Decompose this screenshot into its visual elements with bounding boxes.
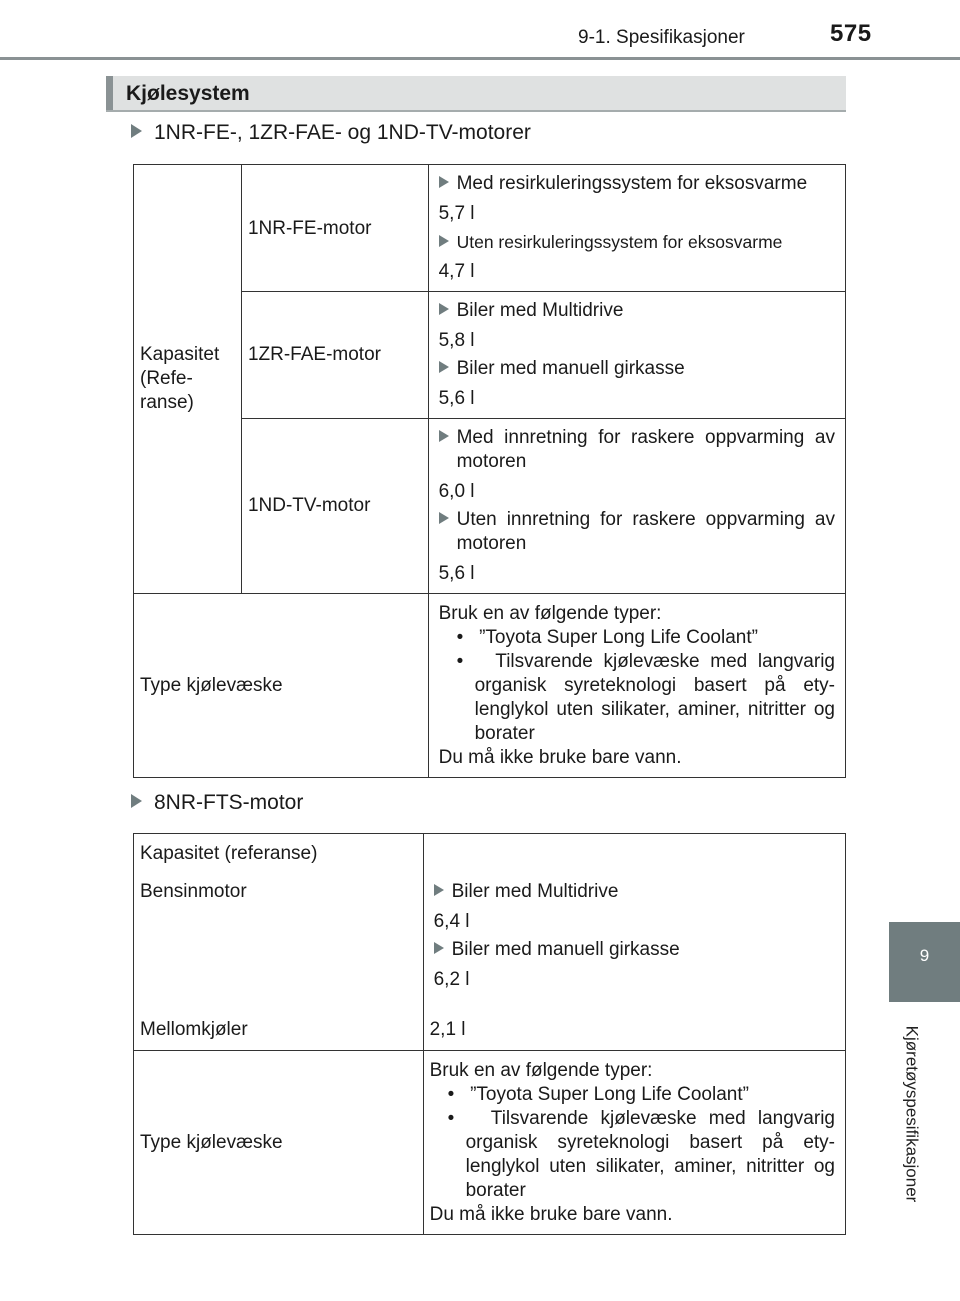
coolant-type-label: Type kjølevæske [140, 674, 283, 696]
option-value: 6,2 l [433, 969, 470, 990]
coolant-note: Du må ikke bruke bare vann. [429, 1203, 673, 1225]
engine-name-cell [241, 419, 428, 594]
option-value: 6,4 l [433, 911, 470, 932]
coolant-type-cell [428, 594, 845, 778]
coolant-note: Du må ikke bruke bare vann. [438, 746, 682, 768]
coolant-type-label: Type kjølevæske [140, 1131, 283, 1153]
intercooler-label: Mellomkjøler [140, 1019, 248, 1040]
capacity-labels-cell [134, 834, 424, 1051]
coolant-type-label-cell [134, 1051, 424, 1235]
section-title: Kjølesystem [126, 82, 250, 105]
engine-options-cell [428, 419, 845, 594]
list-item: • ”Toyota Super Long Life Coolant” [456, 626, 758, 648]
engine-options-cell [428, 165, 845, 292]
triangle-bullet-icon [439, 512, 449, 524]
option-label: Biler med Multidrive [434, 880, 835, 904]
option-value: 5,7 l [438, 203, 475, 224]
table-row [134, 834, 846, 1051]
coolant-type-label-cell [134, 594, 429, 778]
capacity-label-cell [134, 165, 242, 594]
option-label: Med resirkuleringssystem for eksosvarme [439, 172, 835, 196]
triangle-bullet-icon [131, 794, 142, 808]
option-label: Uten innretning for raskere oppvarming av motoren [439, 508, 835, 556]
list-item: • Tilsvarende kjølevæske med langvarig organisk syreteknologi basert på ety- lenglykol uten silikater, aminer, nitritter og borater [456, 650, 835, 744]
option-value: 6,0 l [438, 481, 475, 502]
capacity-label: Kapasitet (referanse) [140, 843, 318, 864]
coolant-table-2 [133, 833, 846, 1235]
triangle-bullet-icon [131, 124, 142, 138]
header-divider [0, 57, 960, 60]
page-number: 575 [830, 20, 872, 47]
triangle-bullet-icon [434, 942, 444, 954]
table-row [134, 594, 846, 778]
table2-heading [131, 791, 303, 815]
coolant-table-1 [133, 164, 846, 778]
capacity-label: Kapasitet (Refe- ranse) [140, 344, 220, 413]
option-label: Biler med manuell girkasse [439, 357, 835, 381]
option-value: 5,8 l [438, 330, 475, 351]
intercooler-value: 2,1 l [429, 1019, 466, 1040]
engine-options-cell [428, 292, 845, 419]
table1-heading [131, 121, 531, 145]
option-label: Biler med manuell girkasse [434, 938, 835, 962]
chapter-tab-label-text: Kjøretøyspesifikasjoner [902, 1025, 922, 1203]
triangle-bullet-icon [439, 235, 449, 247]
triangle-bullet-icon [434, 884, 444, 896]
triangle-bullet-icon [439, 361, 449, 373]
engine-name: 1NR-FE-motor [247, 218, 372, 239]
table-row [134, 165, 846, 292]
option-label: Med innretning for raskere oppvarming av motoren [439, 426, 835, 474]
list-item: • Tilsvarende kjølevæske med langvarig organisk syreteknologi basert på ety- lenglykol uten silikater, aminer, nitritter og borater [447, 1107, 835, 1201]
capacity-values-cell [423, 834, 845, 1051]
section-title-bar [106, 76, 846, 110]
table1-heading-text: 1NR-FE-, 1ZR-FAE- og 1ND-TV-motorer [154, 121, 531, 144]
engine-name-cell [241, 292, 428, 419]
petrol-engine-label: Bensinmotor [140, 881, 247, 902]
triangle-bullet-icon [439, 303, 449, 315]
chapter-tab-number: 9 [889, 922, 960, 1002]
table2-heading-text: 8NR-FTS-motor [154, 791, 304, 814]
engine-name: 1ND-TV-motor [247, 495, 371, 516]
coolant-intro: Bruk en av følgende typer: [438, 602, 662, 624]
option-value: 5,6 l [438, 388, 475, 409]
header-section-title: 9-1. Spesifikasjoner [578, 27, 745, 48]
coolant-type-cell [423, 1051, 845, 1235]
section-title-underline [106, 110, 846, 112]
list-item: • ”Toyota Super Long Life Coolant” [447, 1083, 749, 1105]
option-value: 4,7 l [438, 261, 475, 282]
engine-name: 1ZR-FAE-motor [247, 344, 381, 365]
option-label: Uten resirkuleringssystem for eksosvarme [439, 230, 835, 254]
engine-name-cell [241, 165, 428, 292]
triangle-bullet-icon [439, 430, 449, 442]
triangle-bullet-icon [439, 176, 449, 188]
section-title-accent [106, 76, 113, 110]
option-label: Biler med Multidrive [439, 299, 835, 323]
table-row [134, 1051, 846, 1235]
coolant-intro: Bruk en av følgende typer: [429, 1059, 653, 1081]
chapter-tab-label [896, 1008, 922, 1223]
option-value: 5,6 l [438, 563, 475, 584]
